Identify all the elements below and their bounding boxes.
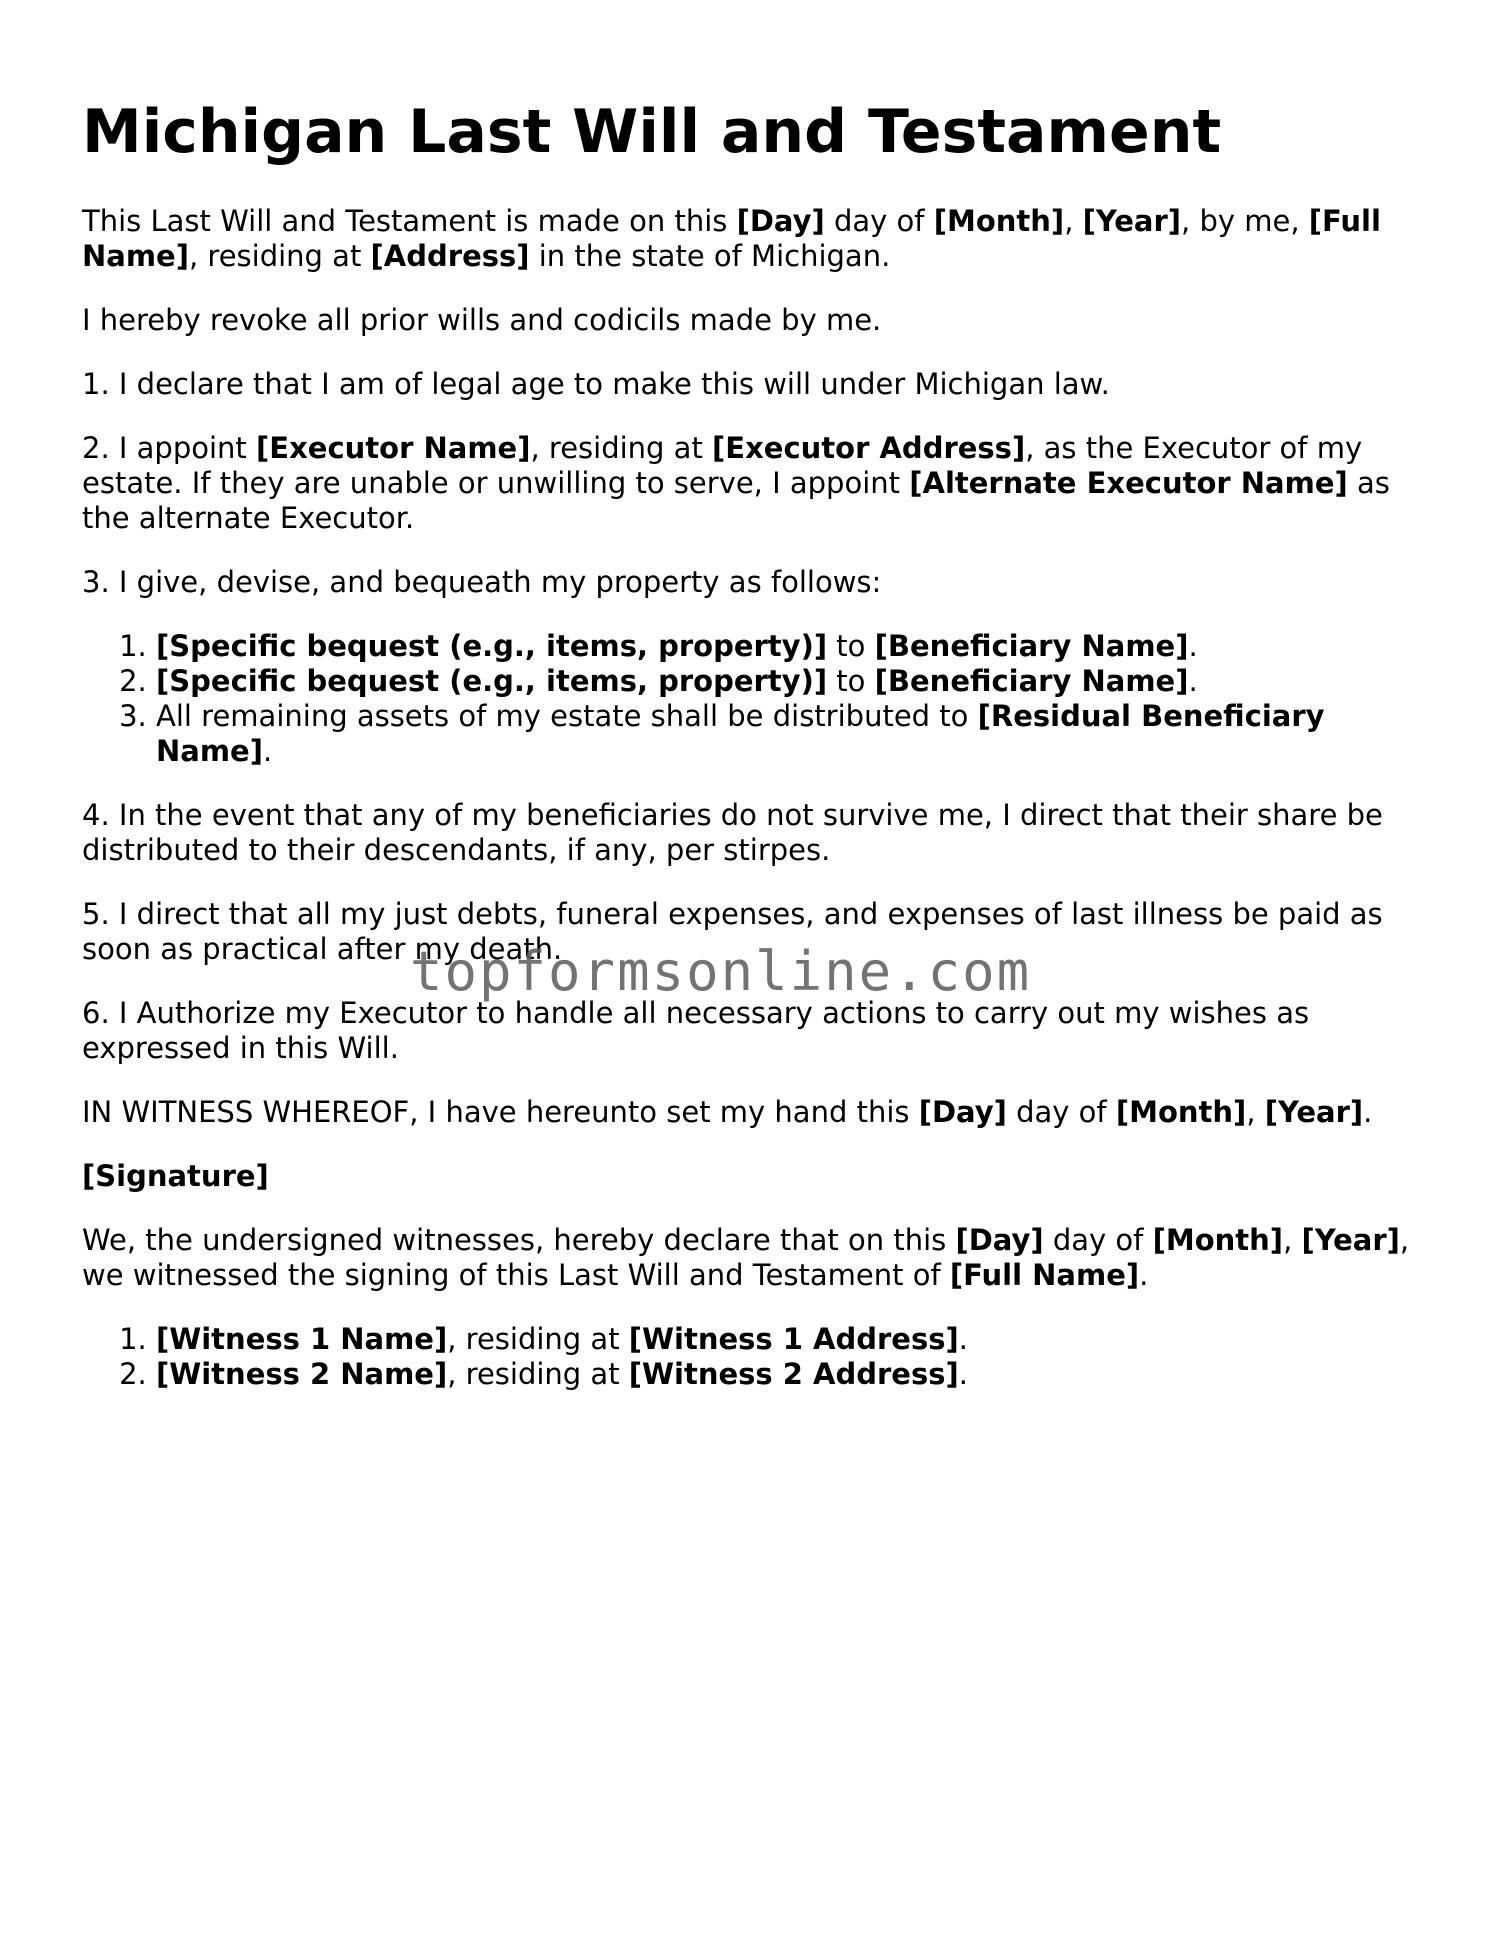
intro-text: , — [1064, 204, 1083, 238]
watermark: topformsonline.com — [410, 940, 1032, 1003]
list-item — [156, 699, 1422, 769]
document-page — [82, 96, 1422, 1421]
clause-6: 6. I Authorize my Executor to handle all necessary actions to carry out my wishes as expressed in this Will. — [82, 996, 1310, 1065]
witness-address-placeholder: [Witness 2 Address] — [628, 1357, 959, 1391]
witness-name-placeholder: [Witness 2 Name] — [156, 1357, 448, 1391]
executor-address-placeholder: [Executor Address] — [712, 431, 1026, 465]
alternate-executor-placeholder: [Alternate Executor Name] — [909, 466, 1348, 500]
paragraph-text: , — [1246, 1095, 1265, 1129]
year-placeholder: [Year] — [1082, 204, 1182, 238]
signature-line — [82, 1159, 1422, 1194]
list-text: . — [1188, 629, 1198, 663]
clause-5: 5. I direct that all my just debts, funeral expenses, and expenses of last illness be paid as soon as practical after my death. — [82, 897, 1383, 966]
witness-list — [82, 1322, 1422, 1392]
witness-name-placeholder: [Witness 1 Name] — [156, 1322, 448, 1356]
list-text: to — [827, 664, 875, 698]
witness-address-placeholder: [Witness 1 Address] — [628, 1322, 959, 1356]
clause-text: 2. I appoint — [82, 431, 257, 465]
list-text: All remaining assets of my estate shall be distributed to — [156, 699, 978, 733]
address-placeholder: [Address] — [370, 239, 530, 273]
month-placeholder: [Month] — [1152, 1223, 1284, 1257]
clause-text: , as the Executor of my estate. If they are unable or unwilling to serve, I appoint — [82, 431, 1363, 500]
paragraph-text: day of — [1006, 1095, 1116, 1129]
intro-paragraph — [82, 204, 1422, 274]
beneficiary-placeholder: [Beneficiary Name] — [874, 664, 1189, 698]
month-placeholder: [Month] — [933, 204, 1065, 238]
paragraph-text: day of — [1043, 1223, 1153, 1257]
list-item — [156, 1322, 1422, 1357]
day-placeholder: [Day] — [736, 204, 825, 238]
list-text: , residing at — [447, 1357, 629, 1391]
document-title: Michigan Last Will and Testament — [82, 97, 1222, 167]
clause-1: 1. I declare that I am of legal age to make this will under Michigan law. — [82, 367, 1110, 401]
list-text: . — [1188, 664, 1198, 698]
bequest-placeholder: [Specific bequest (e.g., items, property)] — [156, 629, 828, 663]
year-placeholder: [Year] — [1301, 1223, 1400, 1257]
year-placeholder: [Year] — [1264, 1095, 1364, 1129]
bequest-placeholder: [Specific bequest (e.g., items, property)] — [156, 664, 828, 698]
witness-whereof-paragraph — [82, 1095, 1422, 1130]
intro-text: , residing at — [188, 239, 371, 273]
clause-2 — [82, 431, 1422, 536]
day-placeholder: [Day] — [955, 1223, 1044, 1257]
full-name-placeholder: [Full Name] — [949, 1258, 1140, 1292]
list-text: to — [827, 629, 875, 663]
paragraph-text: IN WITNESS WHEREOF, I have hereunto set my hand this — [82, 1095, 919, 1129]
list-text: . — [958, 1357, 968, 1391]
clause-text: as the alternate Executor. — [82, 466, 1390, 535]
intro-text: day of — [824, 204, 934, 238]
full-name-placeholder: [Full Name] — [82, 204, 1381, 273]
residual-beneficiary-placeholder: [Residual Beneficiary Name] — [156, 699, 1325, 768]
paragraph-text: . — [1139, 1258, 1149, 1292]
list-text: . — [958, 1322, 968, 1356]
day-placeholder: [Day] — [918, 1095, 1007, 1129]
paragraph-text: We, the undersigned witnesses, hereby declare that on this — [82, 1223, 956, 1257]
revoke-paragraph: I hereby revoke all prior wills and codicils made by me. — [82, 303, 882, 337]
signature-placeholder: [Signature] — [82, 1159, 269, 1193]
clause-text: , residing at — [530, 431, 713, 465]
month-placeholder: [Month] — [1115, 1095, 1247, 1129]
clause-3: 3. I give, devise, and bequeath my property as follows: — [82, 565, 882, 599]
intro-text: in the state of Michigan. — [529, 239, 891, 273]
paragraph-text: . — [1363, 1095, 1373, 1129]
beneficiary-placeholder: [Beneficiary Name] — [874, 629, 1189, 663]
intro-text: This Last Will and Testament is made on this — [82, 204, 737, 238]
list-item — [156, 664, 1422, 699]
paragraph-text: , we witnessed the signing of this Last Will and Testament of — [82, 1223, 1410, 1292]
list-text: , residing at — [447, 1322, 629, 1356]
paragraph-text: , — [1283, 1223, 1302, 1257]
list-item — [156, 629, 1422, 664]
clause-4: 4. In the event that any of my beneficiaries do not survive me, I direct that their share be distributed to their descendants, if any, per stirpes. — [82, 798, 1383, 867]
executor-name-placeholder: [Executor Name] — [256, 431, 531, 465]
list-text: . — [262, 734, 273, 768]
list-item — [156, 1357, 1422, 1392]
intro-text: , by me, — [1181, 204, 1309, 238]
bequest-list — [82, 629, 1422, 769]
witness-declaration — [82, 1223, 1422, 1293]
